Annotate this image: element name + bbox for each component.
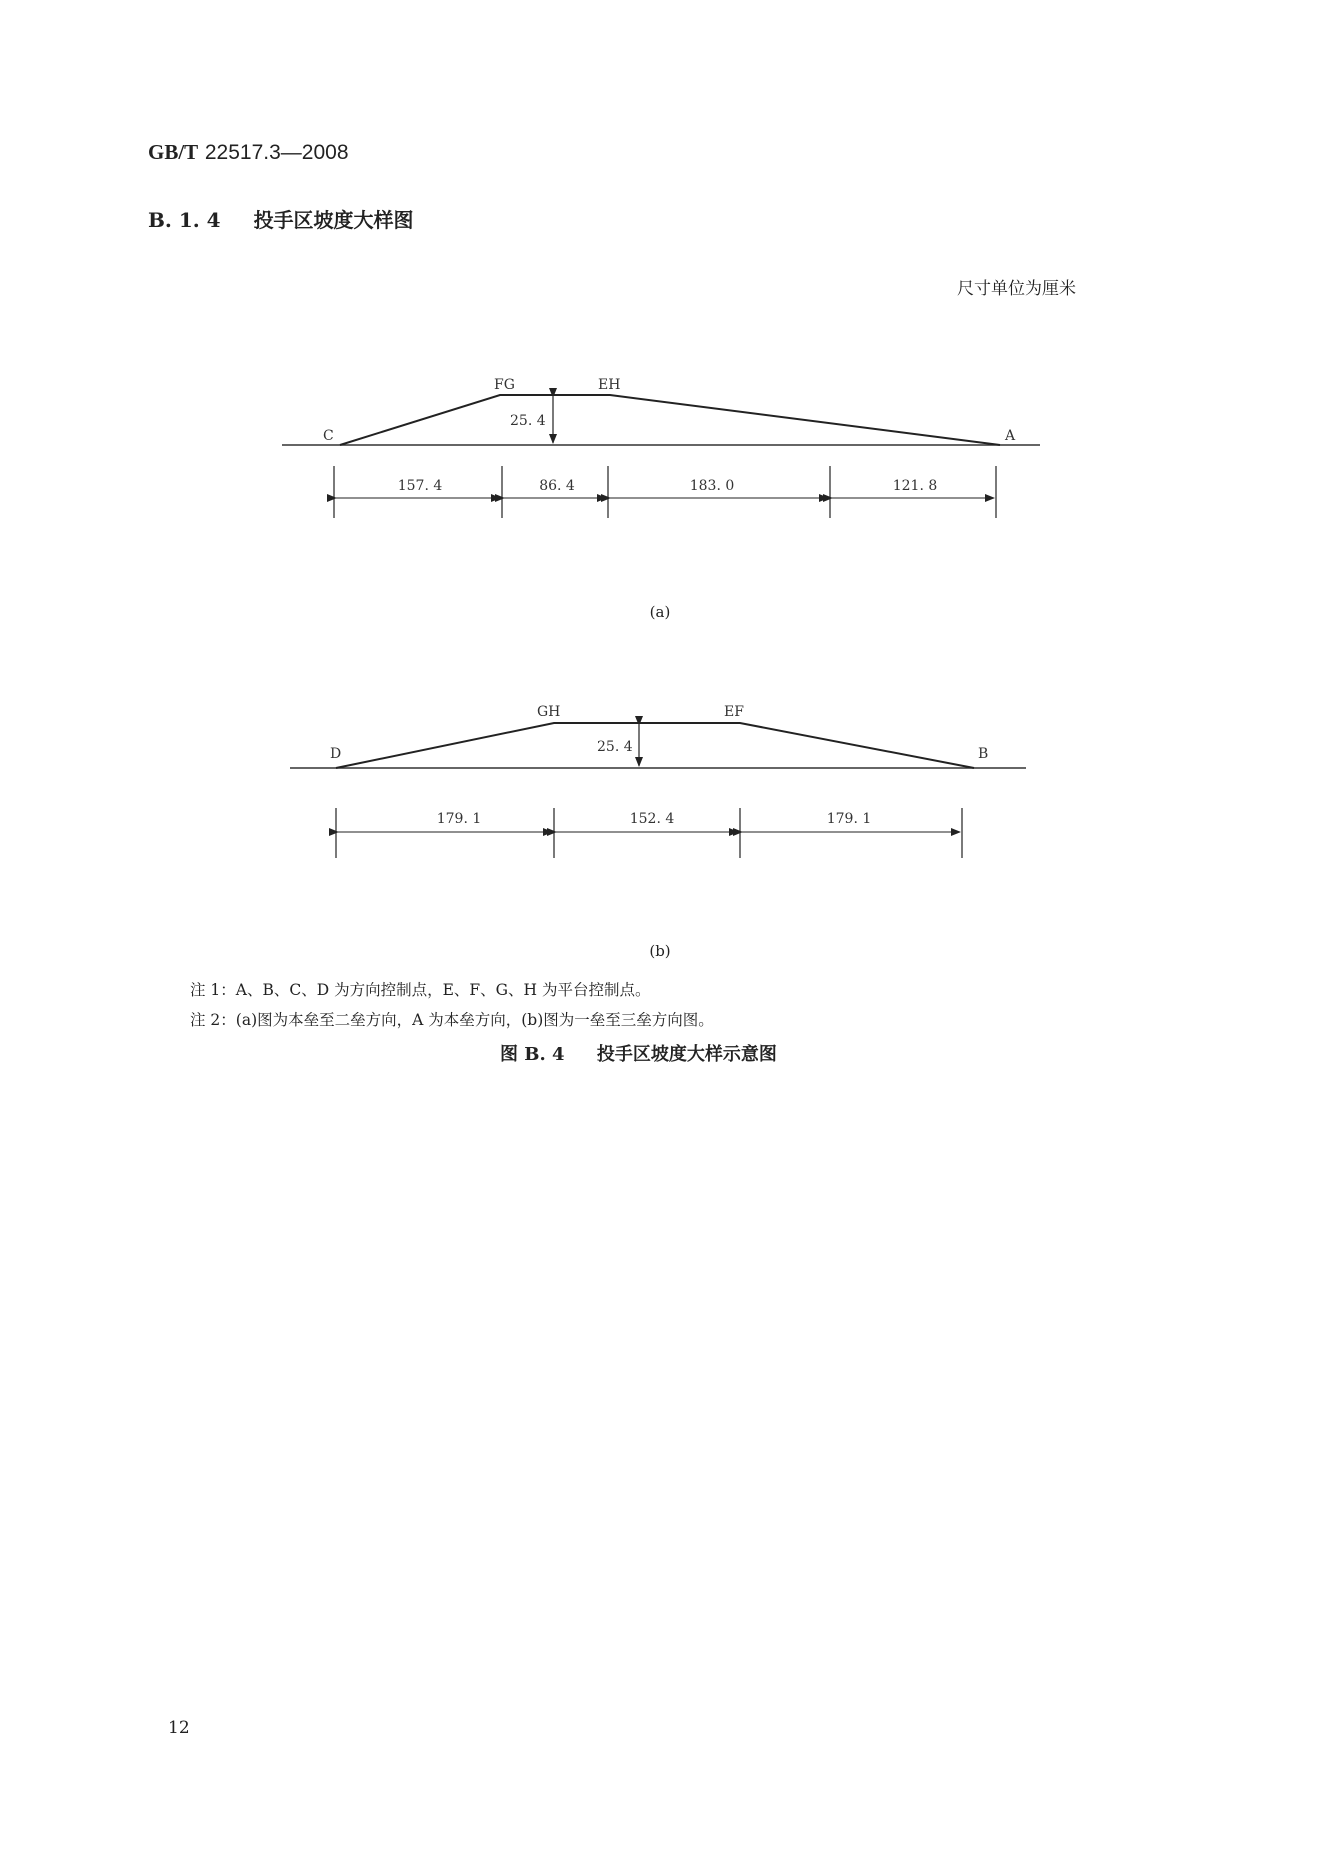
dimension-label-a-3: 183. 0 — [689, 478, 735, 494]
dimension-label-a-1: 157. 4 — [397, 478, 443, 494]
figure-a-caption: (a) — [649, 603, 671, 621]
section-number: B. 1. 4 — [148, 208, 221, 232]
height-label-b: 25. 4 — [597, 739, 633, 755]
slope-profile-a — [340, 395, 1000, 445]
page-number: 12 — [168, 1718, 190, 1738]
dimension-label-a-2: 86. 4 — [539, 478, 575, 494]
unit-note: 尺寸单位为厘米 — [957, 279, 1076, 299]
slope-profile-b — [336, 723, 974, 768]
dimension-label-b-1: 179. 1 — [436, 811, 482, 827]
point-label-c: C — [323, 428, 334, 444]
figure-caption — [500, 1040, 777, 1066]
standard-number: 22517.3—2008 — [204, 141, 349, 164]
point-label-eh: EH — [598, 377, 621, 393]
figure-title: 投手区坡度大样示意图 — [596, 1044, 777, 1065]
point-label-b: B — [978, 746, 989, 762]
dimension-label-b-2: 152. 4 — [629, 811, 675, 827]
point-label-a: A — [1005, 428, 1016, 444]
figure-b-caption: (b) — [649, 942, 671, 960]
dimension-label-b-3: 179. 1 — [826, 811, 872, 827]
point-label-ef: EF — [724, 704, 744, 720]
figure-b — [290, 704, 1026, 858]
figure-a — [282, 377, 1040, 518]
note-2: 注 2：(a)图为本垒至二垒方向，A 为本垒方向，(b)图为一垒至三垒方向图。 — [190, 1011, 714, 1029]
note-1: 注 1：A、B、C、D 为方向控制点，E、F、G、H 为平台控制点。 — [190, 981, 651, 999]
point-label-gh: GH — [537, 704, 561, 720]
point-label-d: D — [330, 746, 342, 762]
height-label-a: 25. 4 — [510, 413, 546, 429]
standard-prefix: GB/T — [148, 140, 199, 164]
section-title: 投手区坡度大样图 — [253, 208, 414, 232]
dimension-label-a-4: 121. 8 — [892, 478, 938, 494]
figure-number: 图 B. 4 — [500, 1044, 565, 1065]
point-label-fg: FG — [494, 377, 515, 393]
